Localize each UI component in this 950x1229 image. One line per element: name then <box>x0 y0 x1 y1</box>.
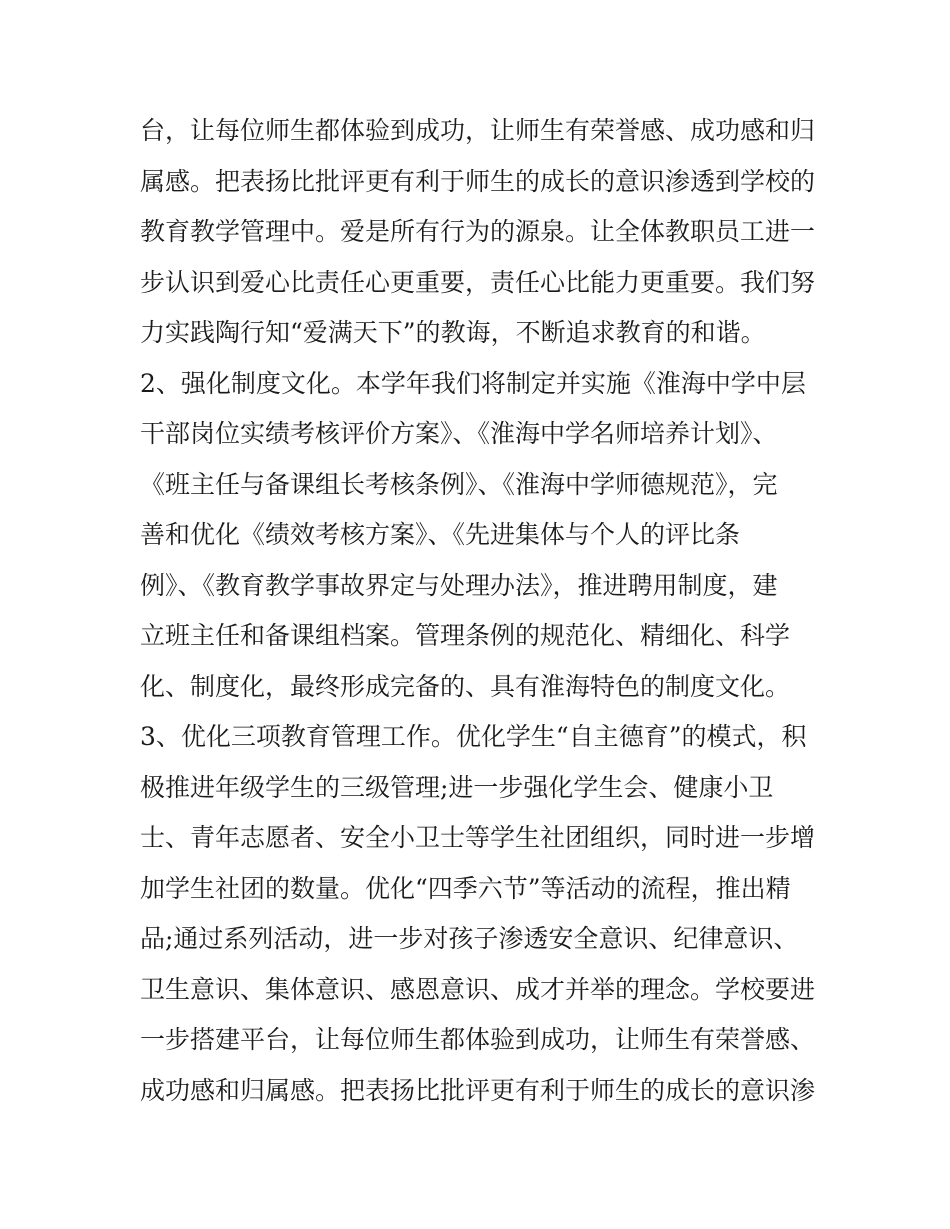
text-line: 3、优化三项教育管理工作。优化学生“自主德育”的模式，积 <box>140 722 807 751</box>
text-line: 台，让每位师生都体验到成功，让师生有荣誉感、成功感和归 <box>140 116 816 145</box>
text-line: 卫生意识、集体意识、感恩意识、成才并举的理念。学校要进 <box>140 974 816 1004</box>
text-line: 极推进年级学生的三级管理;进一步强化学生会、健康小卫 <box>140 772 774 802</box>
text-line: 属感。把表扬比批评更有利于师生的成长的意识渗透到学校的 <box>140 166 816 196</box>
text-line: 品;通过系列活动，进一步对孩子渗透安全意识、纪律意识、 <box>140 924 799 953</box>
text-line: 力实践陶行知“爱满天下”的教诲，不断追求教育的和谐。 <box>140 318 766 347</box>
text-line: 善和优化《绩效考核方案》、《先进集体与个人的评比条 <box>140 520 741 549</box>
text-line: 化、制度化，最终形成完备的、具有淮海特色的制度文化。 <box>140 671 791 701</box>
text-line: 士、青年志愿者、安全小卫士等学生社团组织，同时进一步增 <box>140 823 816 852</box>
text-line: 成功感和归属感。把表扬比批评更有利于师生的成长的意识渗 <box>140 1075 816 1105</box>
text-line: 例》、《教育教学事故界定与处理办法》，推进聘用制度，建 <box>140 570 778 600</box>
text-line: 2、强化制度文化。本学年我们将制定并实施《淮海中学中层 <box>140 368 806 398</box>
text-line: 立班主任和备课组档案。管理条例的规范化、精细化、科学 <box>140 621 791 650</box>
body-text <box>140 106 820 1116</box>
text-line: 教育教学管理中。爱是所有行为的源泉。让全体教职员工进一 <box>140 217 816 246</box>
text-line: 干部岗位实绩考核评价方案》、《淮海中学名师培养计划》、 <box>140 419 778 448</box>
text-line: 《班主任与备课组长考核条例》、《淮海中学师德规范》，完 <box>140 469 778 499</box>
text-line: 步认识到爱心比责任心更重要，责任心比能力更重要。我们努 <box>140 267 816 297</box>
text-line: 加学生社团的数量。优化“四季六节”等活动的流程，推出精 <box>140 873 791 903</box>
text-line: 一步搭建平台，让每位师生都体验到成功，让师生有荣誉感、 <box>140 1025 816 1054</box>
